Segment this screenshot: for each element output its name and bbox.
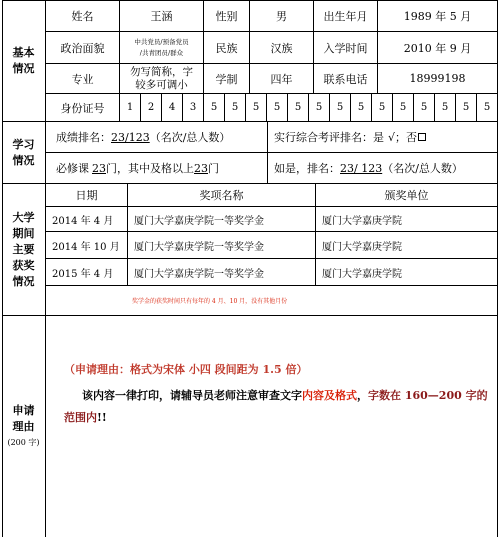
id-digit-cell: 3 <box>183 94 204 122</box>
award-note-row <box>46 286 498 316</box>
id-digit-cell: 5 <box>330 94 351 122</box>
id-digit-cell: 5 <box>414 94 435 122</box>
id-digit-cell: 5 <box>435 94 456 122</box>
section-basic-label: 基本 情况 <box>2 0 46 122</box>
id-digit-cell: 1 <box>120 94 141 122</box>
reason-instructions: 该内容一律打印，请辅导员老师注意审查文字内容及格式，字数在 160—200 字的范围内!! <box>64 389 488 424</box>
phone-value: 18999198 <box>378 64 498 94</box>
gender-value: 男 <box>250 0 314 32</box>
phone-label: 联系电话 <box>314 64 378 94</box>
id-digit-cell: 5 <box>372 94 393 122</box>
reason-format-title: （申请理由：格式为宋体 小四 段间距为 1.5 倍） <box>64 363 308 376</box>
award-note: 奖学金的获奖时间只有每年的 4 月、10 月，没有其他月份 <box>132 298 288 305</box>
enroll-label: 入学时间 <box>314 32 378 64</box>
id-digit-cell: 5 <box>204 94 225 122</box>
id-digit-cell: 5 <box>246 94 267 122</box>
award-row-2-name: 厦门大学嘉庚学院一等奖学金 <box>128 232 316 259</box>
id-digit-cell: 2 <box>141 94 162 122</box>
awards-col-name: 奖项名称 <box>128 184 316 207</box>
id-digit-cell: 5 <box>225 94 246 122</box>
id-digit-cell: 5 <box>393 94 414 122</box>
enroll-value: 2010 年 9 月 <box>378 32 498 64</box>
system-value: 四年 <box>250 64 314 94</box>
award-row-3-name: 厦门大学嘉庚学院一等奖学金 <box>128 259 316 286</box>
section-study-label: 学习 情况 <box>2 122 46 184</box>
awards-col-unit: 颁奖单位 <box>316 184 498 207</box>
id-digit-cell: 5 <box>456 94 477 122</box>
ethnic-value: 汉族 <box>250 32 314 64</box>
id-digit-cell: 5 <box>477 94 498 122</box>
id-digit-cell: 5 <box>309 94 330 122</box>
awards-col-date: 日期 <box>46 184 128 207</box>
id-label: 身份证号 <box>46 94 120 122</box>
gender-label: 性别 <box>204 0 250 32</box>
birth-label: 出生年月 <box>314 0 378 32</box>
name-value: 王涵 <box>120 0 204 32</box>
study-rank: 成绩排名： 23/123 （名次/总人数） <box>46 122 268 153</box>
major-label: 专业 <box>46 64 120 94</box>
comp-yes-check[interactable]: √ <box>388 130 396 144</box>
study-required: 必修课 23 门，其中及格以上 23 门 <box>46 153 268 184</box>
award-row-1-name: 厦门大学嘉庚学院一等奖学金 <box>128 207 316 232</box>
award-row-1-unit: 厦门大学嘉庚学院 <box>316 207 498 232</box>
system-label: 学制 <box>204 64 250 94</box>
id-digit-cell: 4 <box>162 94 183 122</box>
id-digit-cell: 5 <box>267 94 288 122</box>
id-digit-cell: 5 <box>288 94 309 122</box>
study-if-rank: 如是，排名： 23/ 123 （名次/总人数） <box>268 153 498 184</box>
major-value: 勿写简称，字 较多可调小 <box>120 64 204 94</box>
name-label: 姓名 <box>46 0 120 32</box>
section-awards-label: 大学 期间 主要 获奖 情况 <box>2 184 46 316</box>
rank-value: 23/123 <box>111 130 150 144</box>
study-comprehensive: 实行综合考评排名：是 √ ；否 <box>268 122 498 153</box>
political-label: 政治面貌 <box>46 32 120 64</box>
award-row-3-unit: 厦门大学嘉庚学院 <box>316 259 498 286</box>
award-row-1-date: 2014 年 4 月 <box>46 207 128 232</box>
birth-value: 1989 年 5 月 <box>378 0 498 32</box>
political-options: 中共党员/预备党员 /共青团员/群众 <box>120 32 204 64</box>
award-row-2-unit: 厦门大学嘉庚学院 <box>316 232 498 259</box>
section-reason-label: 申请 理由 (200 字) <box>2 316 46 537</box>
award-row-3-date: 2015 年 4 月 <box>46 259 128 286</box>
ethnic-label: 民族 <box>204 32 250 64</box>
comp-no-checkbox[interactable] <box>418 133 426 141</box>
id-digit-cell: 5 <box>351 94 372 122</box>
award-row-2-date: 2014 年 10 月 <box>46 232 128 259</box>
